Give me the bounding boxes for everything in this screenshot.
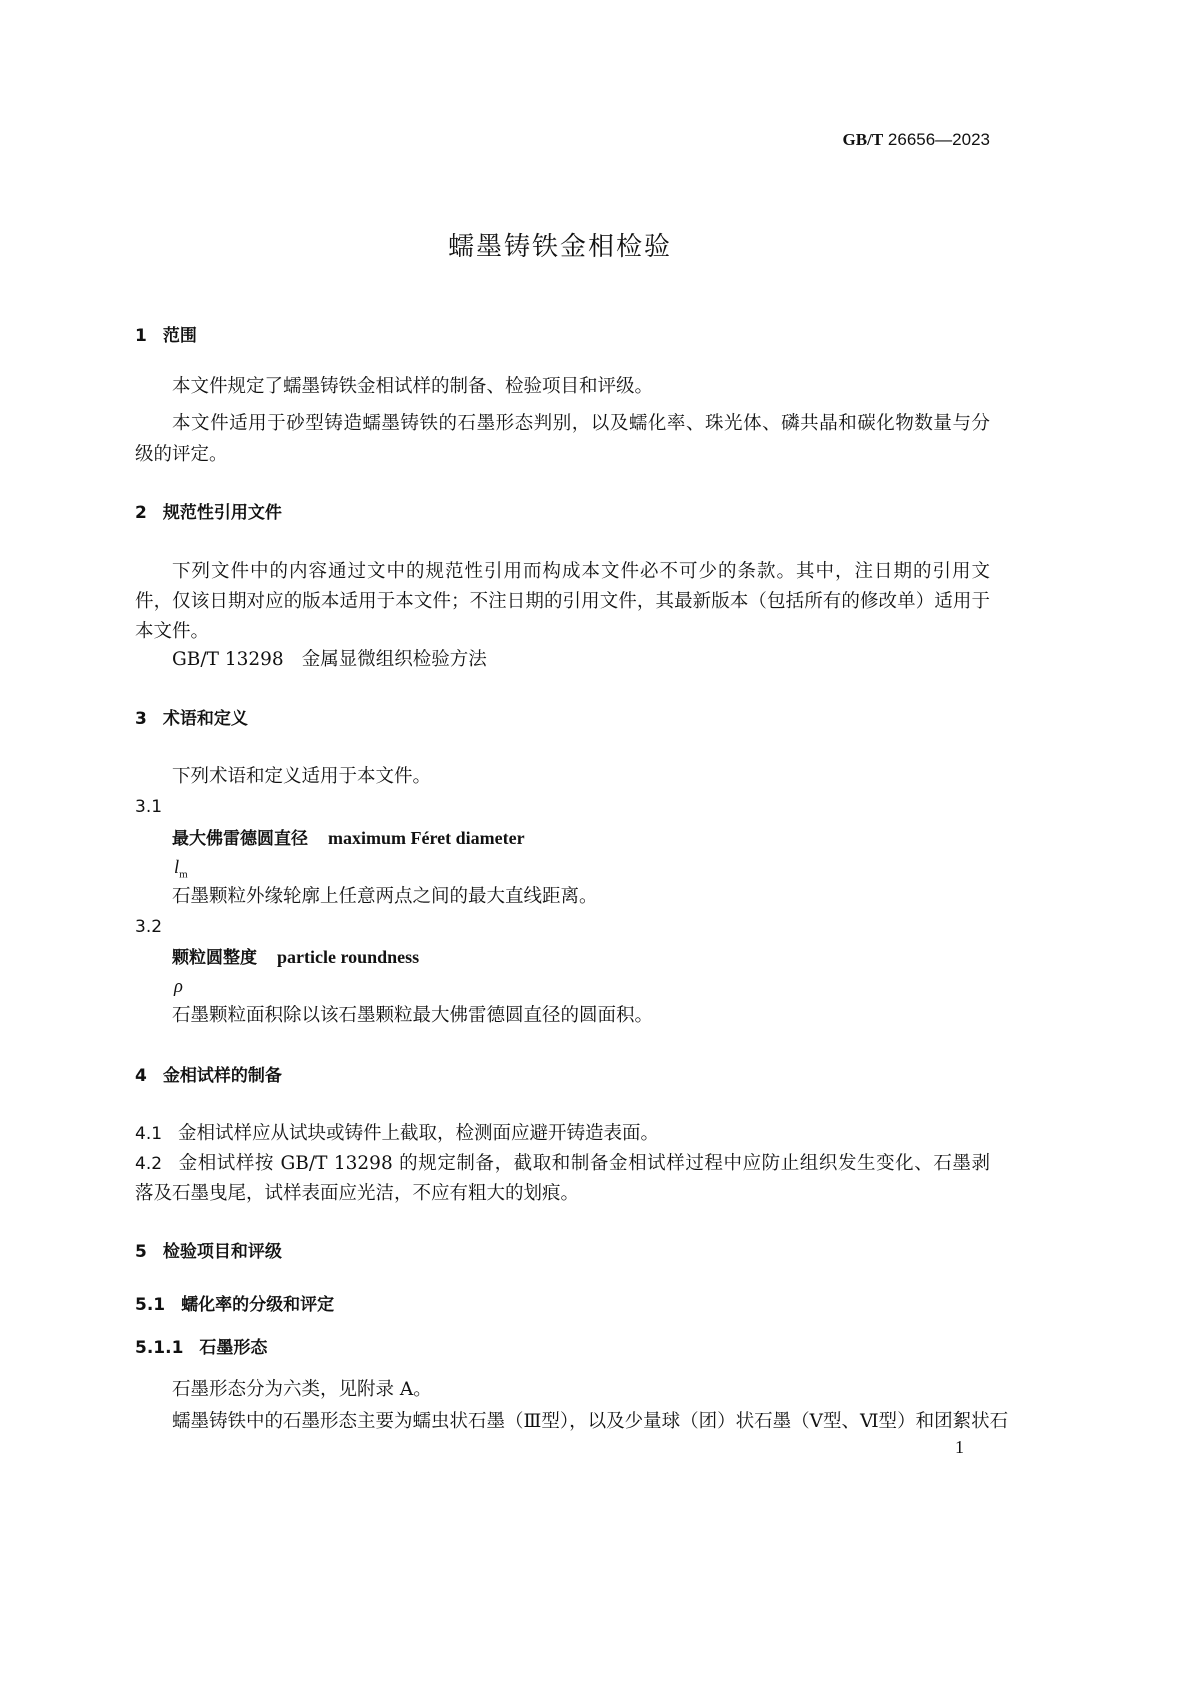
- paragraph: 本文件。: [135, 621, 210, 642]
- paragraph: 下列文件中的内容通过文中的规范性引用而构成本文件必不可少的条款。其中，注日期的引用文: [172, 561, 990, 582]
- normative-reference: GB/T 13298 金属显微组织检验方法: [172, 649, 487, 670]
- term-definition: 石墨颗粒外缘轮廓上任意两点之间的最大直线距离。: [172, 886, 598, 907]
- clause-4-2: 4.2 金相试样按 GB/T 13298 的规定制备，截取和制备金相试样过程中应防止组织发生变化、石墨剥: [135, 1153, 990, 1174]
- clause-4-1: 4.1 金相试样应从试块或铸件上截取，检测面应避开铸造表面。: [135, 1123, 660, 1144]
- paragraph: 件，仅该日期对应的版本适用于本文件；不注日期的引用文件，其最新版本（包括所有的修改单）适用于: [135, 591, 990, 612]
- document-title: 蠕墨铸铁金相检验: [447, 232, 672, 262]
- term-symbol: ρ: [174, 977, 183, 997]
- section-1-heading: 1 范围: [135, 326, 197, 346]
- term-symbol: $l_m$: [174, 858, 188, 881]
- term-name: 最大佛雷德圆直径 maximum Féret diameter: [172, 828, 525, 849]
- paragraph: 本文件规定了蠕墨铸铁金相试样的制备、检验项目和评级。: [172, 376, 654, 397]
- page-number: 1: [955, 1437, 964, 1457]
- paragraph: 落及石墨曳尾，试样表面应光洁，不应有粗大的划痕。: [135, 1183, 580, 1204]
- paragraph: 本文件适用于砂型铸造蠕墨铸铁的石墨形态判别，以及蠕化率、珠光体、磷共晶和碳化物数量与分: [172, 413, 990, 434]
- paragraph: 下列术语和定义适用于本文件。: [172, 766, 432, 787]
- section-5-1-heading: 5.1 蠕化率的分级和评定: [135, 1295, 335, 1315]
- section-5-1-1-heading: 5.1.1 石墨形态: [135, 1338, 268, 1358]
- section-2-heading: 2 规范性引用文件: [135, 503, 282, 523]
- section-5-heading: 5 检验项目和评级: [135, 1242, 282, 1262]
- paragraph: 级的评定。: [135, 444, 228, 465]
- term-number: 3.1: [135, 797, 163, 817]
- paragraph: 石墨形态分为六类，见附录 A。: [172, 1379, 432, 1400]
- paragraph: 蠕墨铸铁中的石墨形态主要为蠕虫状石墨（Ⅲ型），以及少量球（团）状石墨（Ⅴ型、Ⅵ型）和团絮状石: [172, 1411, 1009, 1432]
- section-4-heading: 4 金相试样的制备: [135, 1066, 282, 1086]
- standard-code: GB/T 26656—2023: [842, 130, 990, 149]
- section-3-heading: 3 术语和定义: [135, 709, 248, 729]
- term-number: 3.2: [135, 917, 163, 937]
- term-definition: 石墨颗粒面积除以该石墨颗粒最大佛雷德圆直径的圆面积。: [172, 1005, 654, 1026]
- term-name: 颗粒圆整度 particle roundness: [172, 947, 420, 968]
